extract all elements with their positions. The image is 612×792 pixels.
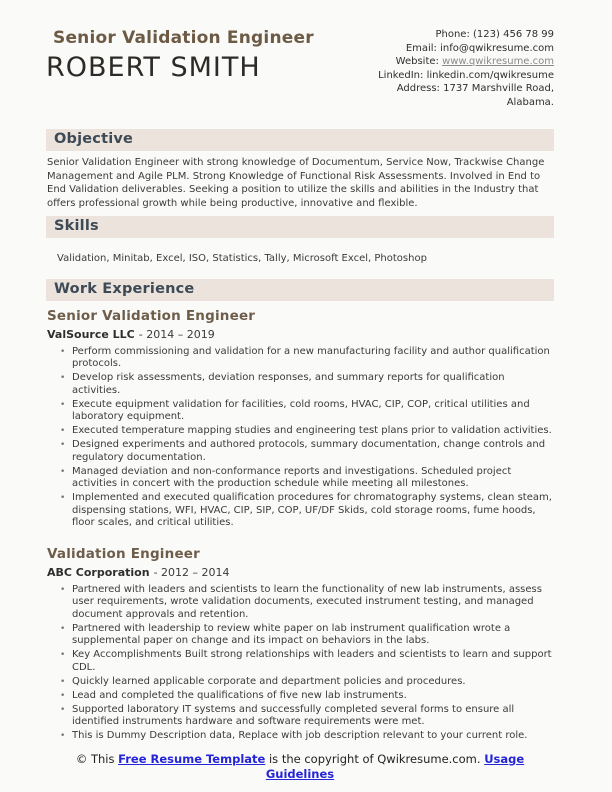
bullet-item: • Implemented and executed qualification procedures for chromatography systems, clean steam, dispensing stations, WFI, HVAC, CIP, SIP, COP, UF/DF Skids, cold storage rooms, fume hoods, floor scales, and critical utilities. [72,492,554,530]
contact-line [376,28,554,42]
header-left [46,28,314,83]
bullet-item: • This is Dummy Description data, Replace with job description relevant to your current role. [72,730,554,743]
contact-label: Address: [396,83,440,94]
job-bullets [46,346,554,530]
skills-text: Validation, Minitab, Excel, ISO, Statistics, Tally, Microsoft Excel, Photoshop [57,253,427,264]
contact-label: Website: [395,56,439,67]
contact-line [376,55,554,69]
bullet-item: • Lead and completed the qualifications of five new lab instruments. [72,690,554,703]
bullet-item: • Execute equipment validation for facilities, cold rooms, HVAC, CIP, COP, critical utilities and laboratory equipment. [72,399,554,424]
company-line [47,328,554,341]
objective-text: Senior Validation Engineer with strong knowledge of Documentum, Service Now, Trackwise Change Management and Agile PLM. Strong Knowledge of Functional Risk Assessments. Involved in End to End Validation deliverables. Seeking a position to utilize the skills and abilities in the Industry that offers professional growth while being productive, innovative and flexible. [47,157,545,209]
job-period: - 2012 – 2014 [153,565,230,579]
job-bullets [46,584,554,743]
contact-list [376,28,554,109]
contact-value: (123) 456 78 99 [473,29,554,40]
contact-line [376,69,554,83]
contact-label: LinkedIn: [378,69,424,81]
contact-line [376,42,554,56]
section-heading-work-experience: Work Experience [46,279,554,301]
job-title: Senior Validation Engineer [47,307,256,324]
footer-copyright-text: © This [75,752,115,766]
bullet-item: • Managed deviation and non-conformance reports and investigations. Scheduled project activities in concert with the production schedule while meeting all milestones. [72,466,554,491]
contact-value: info@qwikresume.com [440,42,554,54]
company-line [47,566,554,579]
website-link[interactable]: www.qwikresume.com [442,56,554,67]
job-title: Validation Engineer [47,545,201,562]
job-entry [46,308,554,530]
section-heading-objective: Objective [46,129,554,151]
person-name: ROBERT SMITH [46,52,261,83]
document-title: Senior Validation Engineer [53,28,314,48]
contact-label: Email: [405,42,437,54]
contact-label: Phone: [435,29,470,40]
contact-value: 1737 Marshville Road, Alabama. [443,83,554,108]
company-name: ValSource LLC [47,327,135,341]
section-heading-skills: Skills [46,216,554,238]
bullet-item: • Key Accomplishments Built strong relationships with leaders and scientists to learn and support CDL. [72,649,554,674]
bullet-item: • Partnered with leaders and scientists to learn the functionality of new lab instruments, assess user requirements, wrote validation documents, executed instrument testing, and managed document approvals and retention. [72,584,554,622]
job-entry [46,546,554,743]
job-period: - 2014 – 2019 [138,327,215,341]
contact-value: linkedin.com/qwikresume [426,69,554,81]
bullet-item: • Designed experiments and authored protocols, summary documentation, change controls and regulatory documentation. [72,439,554,464]
footer [46,752,554,782]
usage-guidelines-link[interactable]: Usage Guidelines [265,752,525,781]
company-name: ABC Corporation [47,565,150,579]
contact-line [376,82,554,109]
footer-copyright-text2: is the copyright of Qwikresume.com. [268,752,481,766]
bullet-item: • Perform commissioning and validation for a new manufacturing facility and author qualification protocols. [72,346,554,371]
bullet-item: • Executed temperature mapping studies and engineering test plans prior to validation activities. [72,425,554,438]
bullet-item: • Supported laboratory IT systems and successfully completed several forms to ensure all identified instruments hardware and software requirements were met. [72,704,554,729]
jobs-container [46,308,554,743]
header [46,28,554,109]
free-resume-template-link[interactable]: Free Resume Template [118,752,266,766]
bullet-item: • Partnered with leadership to review white paper on lab instrument qualification wrote a supplemental paper on change and its impact on behaviors in the labs. [72,623,554,648]
bullet-item: • Develop risk assessments, deviation responses, and summary reports for qualification activities. [72,372,554,397]
bullet-item: • Quickly learned applicable corporate and department policies and procedures. [72,676,554,689]
